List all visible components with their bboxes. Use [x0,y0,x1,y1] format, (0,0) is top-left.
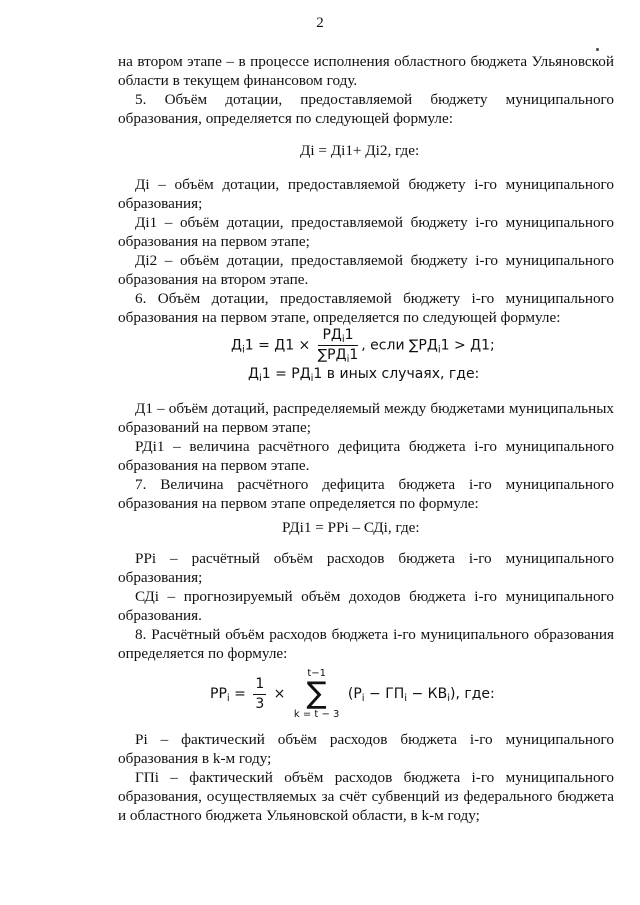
definition-rdi1: РДi1 – величина расчётного дефицита бюджета i-го муниципального образования на первом этапе. [118,438,614,474]
formula-rri: $РР_i$ = $\frac{1}{3}$ × t−1 ∑ k = t − 3 $(Р_i - ГП_i - КВ_i)$, где: [210,668,495,720]
f3-summation [294,668,340,720]
paragraph-6: 6. Объём дотации, предоставляемой бюджету i-го муниципального образования на первом этапе, определяется по следующей формуле: [118,290,614,326]
f3-lower-limit: k = t − 3 [293,709,340,720]
f2-lhs-sub: i [241,344,245,356]
f2-denominator: $\sum РД_i1$ [317,347,359,365]
f2-fraction [318,326,359,365]
definition-di1: Дi1 – объём дотации, предоставляемой бюджету i-го муниципального образования на первом этапе; [118,214,614,250]
f2-numerator: $РД_i1$ [318,326,359,346]
definition-d1: Д1 – объём дотаций, распределяемый между бюджетами муниципальных образований на первом этапе; [118,400,614,436]
formula-di1-first-stage: $Д_i1 = Д1$ × $\frac{РД_i1}{\sum РД_i1}$ , если $\sum РД_i1 > Д1$; [231,327,495,365]
f2-lhs: Д [231,337,242,354]
f3-fraction: $\frac{1}{3}$ [255,675,265,712]
paragraph-continuation: на втором этапе – в процессе исполнения областного бюджета Ульяновской области в текущем финансовом году. [118,53,614,89]
f2-lhs-tail: 1 = Д1 × [244,337,311,354]
sigma-icon: ∑ [306,676,327,711]
f2-condition: , если ∑РД [361,337,438,354]
f3-upper-limit: t−1 [307,668,326,679]
definition-rri: РРi – расчётный объём расходов бюджета i-го муниципального образования; [118,550,614,586]
paragraph-7: 7. Величина расчётного дефицита бюджета i-го муниципального образования на первом этапе определяется по формуле: [118,476,614,512]
scan-mark [596,48,599,51]
paragraph-8: 8. Расчётный объём расходов бюджета i-го муниципального образования определяется по формуле: [118,626,614,662]
definition-gpi: ГПi – фактический объём расходов бюджета i-го муниципального образования, осуществляемых за счёт субвенций из федерального бюджета и областного бюджета Ульяновской области, в k-м году; [118,769,614,824]
definition-di2: Дi2 – объём дотации, предоставляемой бюджету i-го муниципального образования на втором этапе. [118,252,614,288]
definition-pi: Рi – фактический объём расходов бюджета i-го муниципального образования в k-м году; [118,731,614,767]
page-number: 2 [316,15,324,31]
formula-di1-otherwise: $Д_i1 = РД_i1$ в иных случаях, где: [248,366,480,384]
formula-d-total: Дi = Дi1+ Дi2, где: [300,142,420,159]
formula-rd: РДi1 = РРi – СДi, где: [282,519,420,536]
definition-sdi: СДi – прогнозируемый объём доходов бюджета i-го муниципального образования. [118,588,614,624]
paragraph-5: 5. Объём дотации, предоставляемой бюджету муниципального образования, определяется по следующей формуле: [118,91,614,127]
definition-di: Дi – объём дотации, предоставляемой бюджету i-го муниципального образования; [118,176,614,212]
